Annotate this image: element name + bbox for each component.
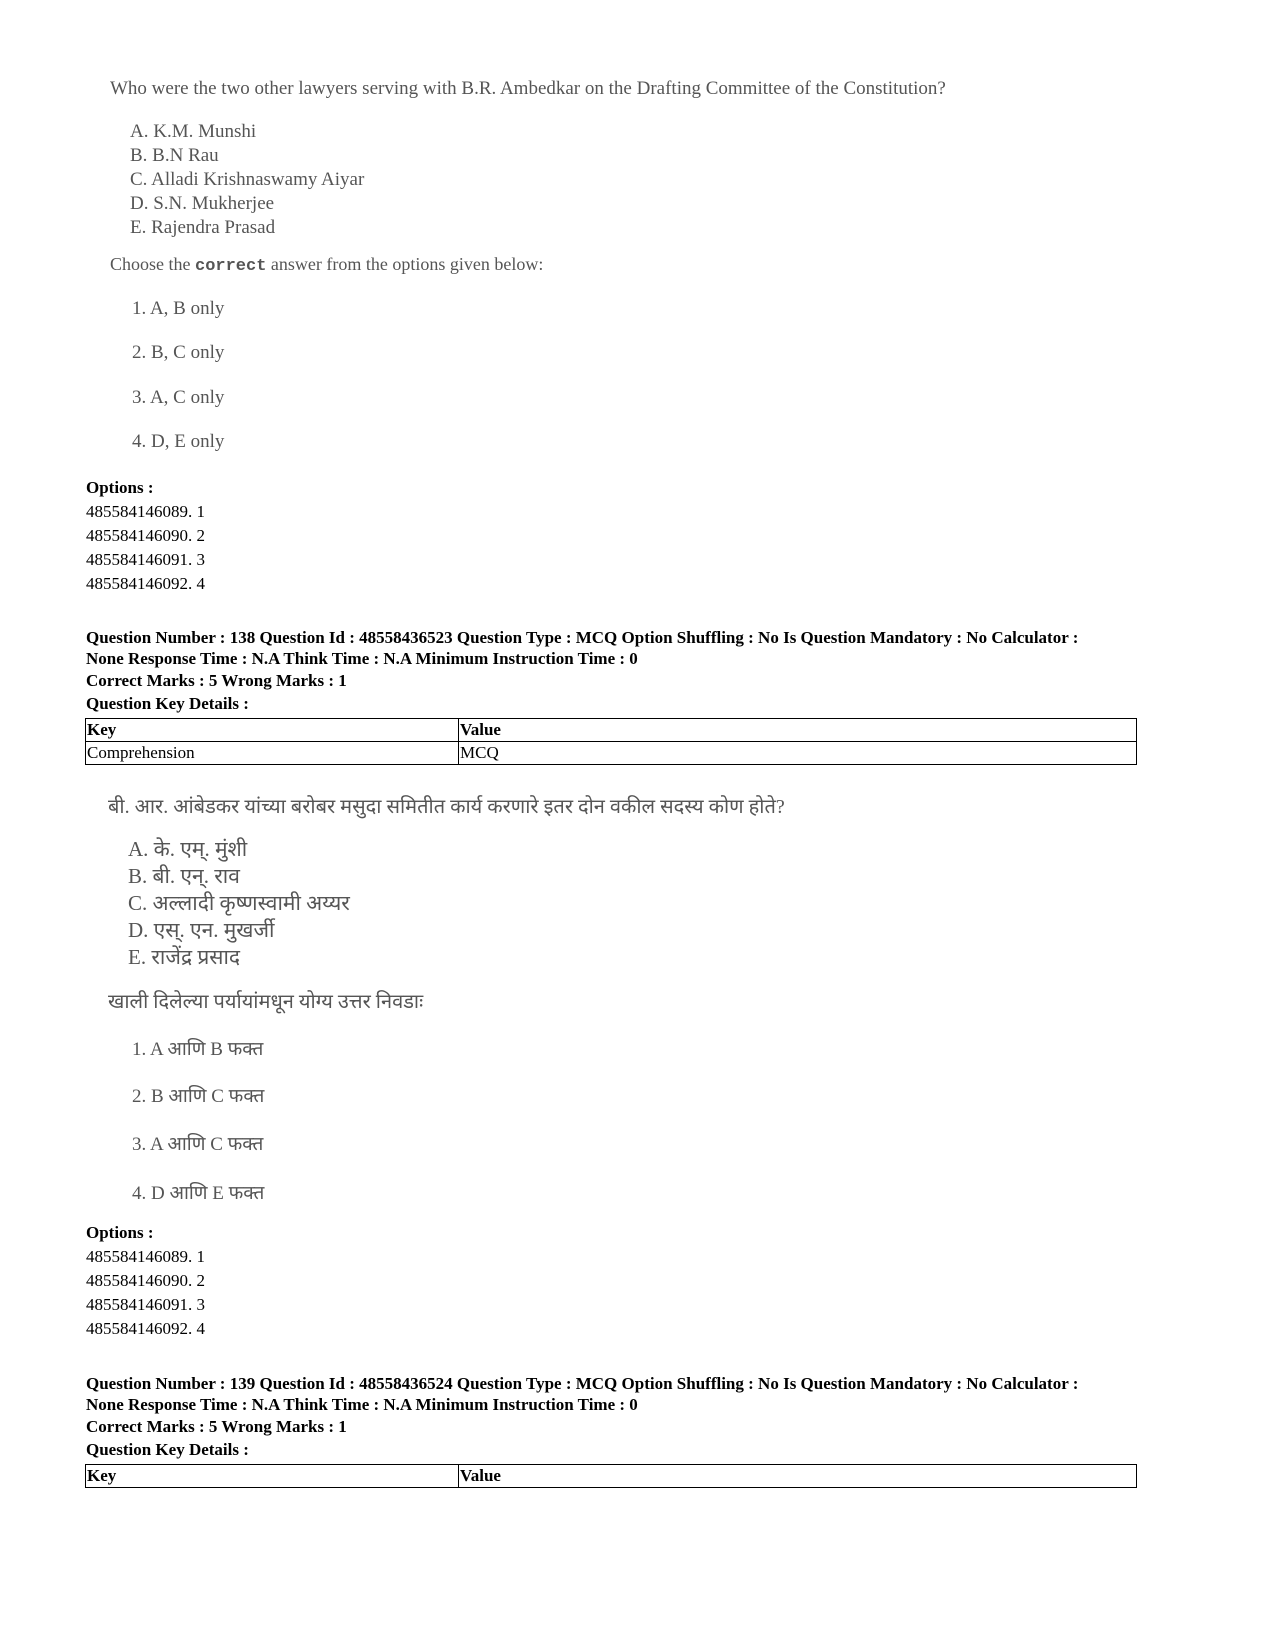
key-value-table [85, 718, 1137, 765]
question-138-meta [86, 627, 1156, 669]
list-item: B. बी. एन्. राव [128, 864, 240, 888]
options-label: Options : [86, 478, 154, 497]
table-cell-value: MCQ [459, 742, 1137, 765]
option-line: 485584146091. 3 [86, 550, 205, 569]
option-line: 485584146089. 1 [86, 502, 205, 521]
meta-line: Question Number : 138 Question Id : 48558436523 Question Type : MCQ Option Shuffling : No Is Question Mandatory : No Calculator : [86, 628, 1079, 647]
meta-line: None Response Time : N.A Think Time : N.A Minimum Instruction Time : 0 [86, 1395, 638, 1414]
list-item: B. B.N Rau [130, 145, 219, 166]
answer-choice: 1. A आणि B फक्त [132, 1039, 264, 1060]
marks-line: Correct Marks : 5 Wrong Marks : 1 [86, 1417, 347, 1436]
answer-choice: 4. D, E only [132, 431, 225, 452]
option-line: 485584146090. 2 [86, 526, 205, 545]
answer-choice: 2. B आणि C फक्त [132, 1086, 265, 1107]
question-138-items [128, 836, 350, 971]
key-details-label: Question Key Details : [86, 694, 249, 713]
list-item: D. एस्. एन. मुखर्जी [128, 918, 275, 942]
list-item: A. के. एम्. मुंशी [128, 837, 248, 861]
table-header-key: Key [86, 719, 459, 742]
answer-choice: 3. A, C only [132, 387, 225, 408]
choose-prefix: Choose the [110, 254, 195, 274]
meta-line: None Response Time : N.A Think Time : N.A Minimum Instruction Time : 0 [86, 649, 638, 668]
choose-bold: correct [195, 257, 267, 276]
list-item: E. Rajendra Prasad [130, 217, 276, 238]
option-line: 485584146091. 3 [86, 1295, 205, 1314]
question-137-text: Who were the two other lawyers serving with B.R. Ambedkar on the Drafting Committee of the Constitution? [110, 78, 946, 99]
marks-line: Correct Marks : 5 Wrong Marks : 1 [86, 671, 347, 690]
meta-line: Question Number : 139 Question Id : 48558436524 Question Type : MCQ Option Shuffling : No Is Question Mandatory : No Calculator : [86, 1374, 1079, 1393]
table-row [86, 742, 1137, 765]
answer-choice: 4. D आणि E फक्त [132, 1183, 265, 1204]
table-header-value: Value [459, 719, 1137, 742]
key-details-label: Question Key Details : [86, 1440, 249, 1459]
question-138-text: बी. आर. आंबेडकर यांच्या बरोबर मसुदा समितीत कार्य करणारे इतर दोन वकील सदस्य कोण होते? [108, 796, 785, 818]
choose-suffix: answer from the options given below: [266, 254, 544, 274]
list-item: D. S.N. Mukherjee [130, 193, 275, 214]
table-header-key: Key [86, 1465, 459, 1488]
table-header-row [86, 1465, 1137, 1488]
table-header-row [86, 719, 1137, 742]
list-item: C. Alladi Krishnaswamy Aiyar [130, 169, 365, 190]
option-line: 485584146089. 1 [86, 1247, 205, 1266]
choose-instruction-marathi: खाली दिलेल्या पर्यायांमधून योग्य उत्तर निवडाः [108, 991, 424, 1013]
list-item: E. राजेंद्र प्रसाद [128, 945, 241, 969]
options-label: Options : [86, 1223, 154, 1242]
list-item: C. अल्लादी कृष्णस्वामी अय्यर [128, 891, 350, 915]
list-item: A. K.M. Munshi [130, 121, 257, 142]
question-139-meta [86, 1373, 1156, 1415]
option-line: 485584146092. 4 [86, 574, 205, 593]
options-list [86, 1245, 205, 1341]
table-header-value: Value [459, 1465, 1137, 1488]
option-line: 485584146092. 4 [86, 1319, 205, 1338]
choose-instruction [110, 254, 543, 276]
answer-choice: 2. B, C only [132, 342, 225, 363]
options-list [86, 500, 205, 596]
table-cell-key: Comprehension [86, 742, 459, 765]
answer-choice: 3. A आणि C फक्त [132, 1134, 264, 1155]
question-137-items [130, 120, 364, 240]
option-line: 485584146090. 2 [86, 1271, 205, 1290]
answer-choice: 1. A, B only [132, 298, 225, 319]
key-value-table [85, 1464, 1137, 1488]
